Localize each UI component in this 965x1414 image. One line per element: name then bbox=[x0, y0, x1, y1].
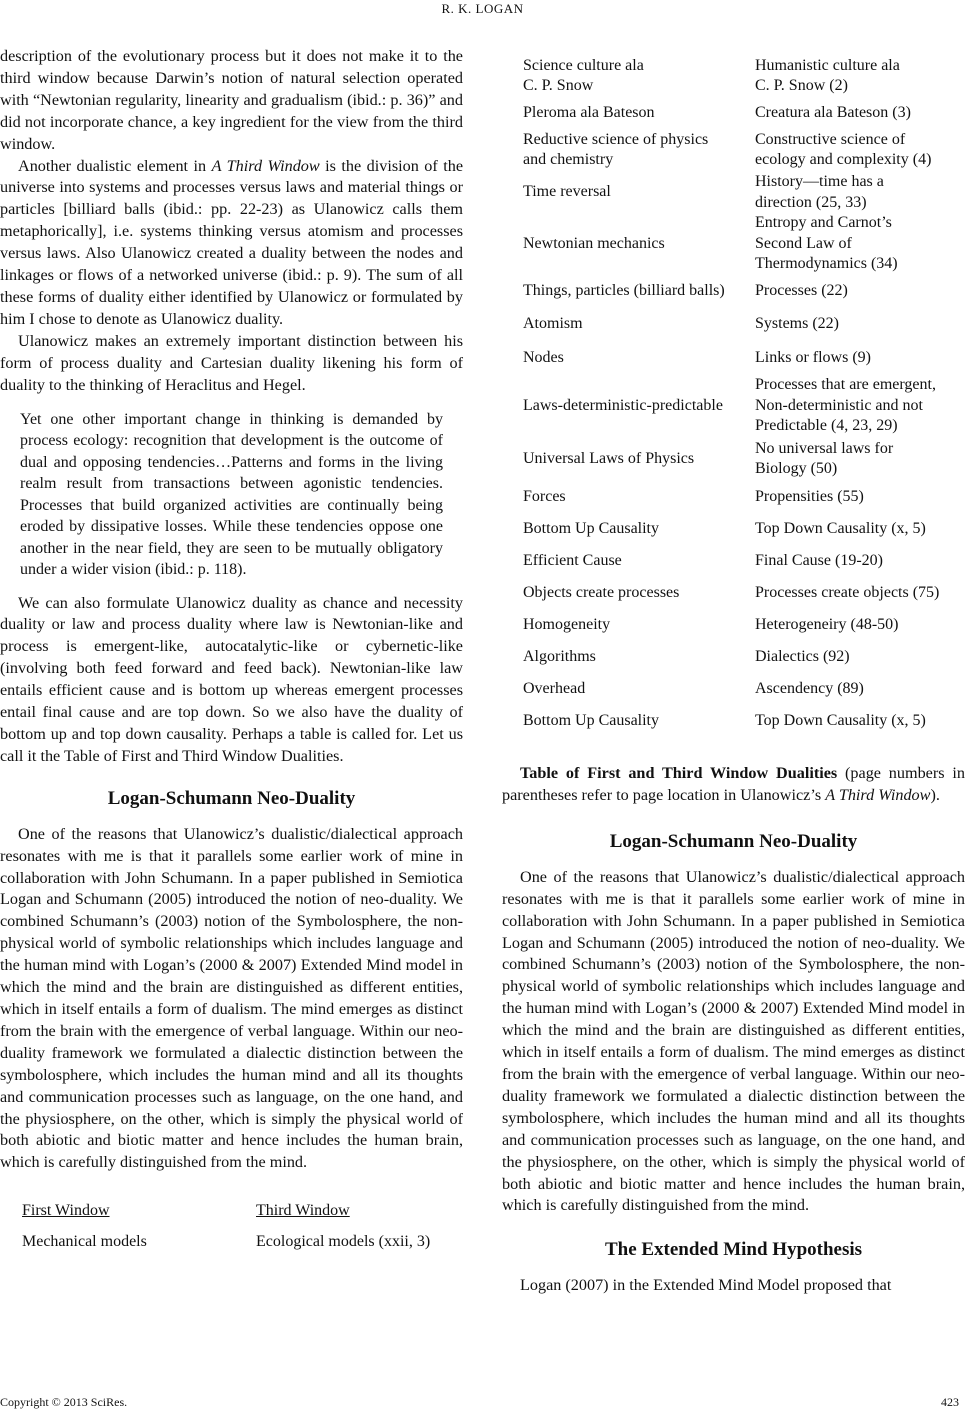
table-cell-first: Pleroma ala Bateson bbox=[523, 103, 655, 121]
table-header-third: Third Window bbox=[256, 1202, 350, 1219]
paragraph-text: Another dualistic element in bbox=[18, 156, 212, 175]
table-cell-third: Processes create objects (75) bbox=[755, 583, 940, 601]
table-cell-first: Science culture ala C. P. Snow bbox=[523, 56, 644, 94]
page-number: 423 bbox=[941, 1395, 959, 1409]
table-row bbox=[523, 341, 965, 375]
table-row bbox=[523, 609, 965, 641]
table-cell-first: Efficient Cause bbox=[523, 551, 622, 569]
table-cell-first: Nodes bbox=[523, 348, 564, 366]
running-head: R. K. LOGAN bbox=[441, 1, 524, 16]
paragraph-text: is the division of the universe into systems and processes versus laws and material things or particles [billiard balls (ibid.: pp. 22-23) as Ulanowicz calls them metaphorically], i.e. systems thinking versus atomism and processes versus laws. Also Ulanowicz created a duality between the nodes and linkages or flows of a networked universe (ibid.: p. 9). The sum of all these forms of duality either identified by Ulanowicz or formulated by him I chose to denote as Ulanowicz duality. bbox=[0, 156, 464, 328]
dualities-table-start bbox=[22, 1196, 463, 1258]
table-row bbox=[523, 641, 965, 673]
table-cell-third: Propensities (55) bbox=[755, 487, 864, 505]
table-cell-third: Top Down Causality (x, 5) bbox=[755, 711, 926, 729]
table-header-first: First Window bbox=[22, 1202, 110, 1219]
table-cell-third: Creatura ala Bateson (3) bbox=[755, 103, 911, 121]
table-cell: Mechanical models bbox=[22, 1233, 147, 1250]
table-row bbox=[523, 513, 965, 545]
table-row bbox=[523, 577, 965, 609]
table-cell-third: Ascendency (89) bbox=[755, 679, 864, 697]
table-cell-third: Links or flows (9) bbox=[755, 348, 871, 366]
table-cell-third: Dialectics (92) bbox=[755, 647, 850, 665]
paragraph bbox=[0, 156, 463, 331]
block-quote: Yet one other important change in thinking is demanded by process ecology: recognition that development is the outcome of dual and opposing tendencies…Patterns and forms in the living realm result from transactions between agonistic tendencies. Processes that build organized activities are continually being eroded by dissipative losses. While these tendencies oppose one another in the near field, they are seen to be mutually obligatory under a wider vision (ibid.: p. 118). bbox=[20, 410, 443, 578]
paragraph: Logan (2007) in the Extended Mind Model proposed that bbox=[520, 1276, 892, 1295]
book-title: A Third Window bbox=[211, 156, 320, 175]
table-caption: Table of First and Third Window Dualities (page numbers in parentheses refer to page location in Ulanowicz’s A Third Window). bbox=[502, 764, 965, 804]
table-header-row bbox=[22, 1196, 463, 1226]
section-heading: Logan-Schumann Neo-Duality bbox=[609, 830, 858, 852]
table-row bbox=[523, 375, 965, 437]
table-cell-first: Things, particles (billiard balls) bbox=[523, 281, 725, 299]
table-row bbox=[523, 128, 965, 172]
table-cell-first: Laws-deterministic-predictable bbox=[523, 396, 723, 414]
table-cell-third: No universal laws for Biology (50) bbox=[755, 439, 894, 477]
table-cell-first: Time reversal bbox=[523, 183, 611, 201]
paragraph: One of the reasons that Ulanowicz’s dualistic/dialectical approach resonates with me is that it parallels some earlier work of mine in collaboration with John Schumann. In a paper published in Semiotica Logan and Schumann (2005) introduced the notion of neo-duality. We combined Schumann’s (2003) notion of the Symbolosphere, the non-physical world of symbolic relationships which includes language and the human mind with Logan’s (2000 & 2007) Extended Mind model in which the mind and the brain are distinguished as different entities, which in itself entails a form of dualism. The mind emerges as distinct from the brain with the emergence of verbal language. Within our neo-duality framework we formulated a dialectic distinction between the symbolosphere, which includes the human mind and all its thoughts and communication processes such as language, on the one hand, and the physiosphere, on the other, which is simply the physical world of both abiotic and biotic matter and hence includes the human brain, which is carefully distinguished from the mind. bbox=[502, 867, 965, 1215]
table-row bbox=[523, 437, 965, 481]
page-footer bbox=[0, 1395, 965, 1411]
table-row bbox=[523, 213, 965, 275]
left-column bbox=[0, 46, 463, 1258]
table-cell-first: Bottom Up Causality bbox=[523, 711, 659, 729]
table-row bbox=[523, 307, 965, 341]
table-row bbox=[523, 98, 965, 128]
table-cell-third: Humanistic culture ala C. P. Snow (2) bbox=[755, 56, 900, 94]
table-row bbox=[523, 673, 965, 705]
table-cell-third: Entropy and Carnot’s Second Law of Thermodynamics (34) bbox=[755, 214, 898, 273]
table-cell-first: Newtonian mechanics bbox=[523, 234, 665, 252]
table-cell-third: History—time has a direction (25, 33) bbox=[755, 173, 884, 211]
table-cell-third: Processes (22) bbox=[755, 281, 848, 299]
table-cell-third: Constructive science of ecology and complexity (4) bbox=[755, 130, 932, 168]
paragraph: description of the evolutionary process but it does not make it to the third window because Darwin’s notion of natural selection operated with “Newtonian regularity, linearity and gradualism (ibid.: p. 36)” and did not incorporate chance, a key ingredient for the view from the third window. bbox=[0, 47, 463, 153]
section-heading: Logan-Schumann Neo-Duality bbox=[107, 787, 356, 809]
table-cell-third: Top Down Causality (x, 5) bbox=[755, 519, 926, 537]
table-cell-first: Forces bbox=[523, 487, 566, 505]
table-cell-first: Homogeneity bbox=[523, 615, 611, 633]
table-cell-first: Overhead bbox=[523, 679, 586, 697]
table-cell-third: Final Cause (19-20) bbox=[755, 551, 883, 569]
table-cell-first: Atomism bbox=[523, 314, 583, 332]
table-row bbox=[523, 54, 965, 98]
right-column bbox=[502, 54, 965, 1297]
table-cell-first: Objects create processes bbox=[523, 583, 680, 601]
table-row bbox=[22, 1226, 463, 1258]
table-row bbox=[523, 275, 965, 307]
table-cell-first: Universal Laws of Physics bbox=[523, 449, 695, 467]
dualities-table-continued bbox=[523, 54, 965, 737]
table-cell-first: Reductive science of physics and chemistry bbox=[523, 130, 709, 168]
copyright-notice: Copyright © 2013 SciRes. bbox=[0, 1395, 128, 1409]
table-row bbox=[523, 705, 965, 737]
table-row bbox=[523, 172, 965, 213]
table-cell-first: Bottom Up Causality bbox=[523, 519, 659, 537]
table-cell-third: Processes that are emergent, Non-deterministic and not Predictable (4, 23, 29) bbox=[755, 376, 936, 435]
paragraph: We can also formulate Ulanowicz duality as chance and necessity duality or law and process duality where law is Newtonian-like and process is emergent-like, autocatalytic-like or cybernetic-like (involving both feed forward and feed back). Newtonian-like law entails efficient cause and is bottom up whereas emergent processes entail final cause and are top down. So we also have the duality of bottom up and top down causality. Perhaps a table is called for. Let us call it the Table of First and Third Window Dualities. bbox=[0, 593, 463, 765]
table-cell-first: Algorithms bbox=[523, 647, 596, 665]
table-cell: Ecological models (xxii, 3) bbox=[256, 1233, 431, 1250]
paragraph: Ulanowicz makes an extremely important distinction between his form of process duality and Cartesian duality likening his form of duality to the thinking of Heraclitus and Hegel. bbox=[0, 331, 463, 394]
paragraph: One of the reasons that Ulanowicz’s dualistic/dialectical approach resonates with me is that it parallels some earlier work of mine in collaboration with John Schumann. In a paper published in Semiotica Logan and Schumann (2005) introduced the notion of neo-duality. We combined Schumann’s (2003) notion of the Symbolosphere, the non-physical world of symbolic relationships which includes language and the human mind with Logan’s (2000 & 2007) Extended Mind model in which the mind and the brain are distinguished as different entities, which in itself entails a form of dualism. The mind emerges as distinct from the brain with the emergence of verbal language. Within our neo-duality framework we formulated a dialectic distinction between the symbolosphere, which includes the human mind and all its thoughts and communication processes such as language, on the one hand, and the physiosphere, on the other, which is simply the physical world of both abiotic and biotic matter and hence includes the human brain, which is carefully distinguished from the mind. bbox=[0, 824, 463, 1172]
table-cell-third: Systems (22) bbox=[755, 314, 839, 332]
table-cell-third: Heterogeneiry (48-50) bbox=[755, 615, 899, 633]
table-row bbox=[523, 545, 965, 577]
section-heading: The Extended Mind Hypothesis bbox=[604, 1239, 863, 1261]
table-row bbox=[523, 481, 965, 513]
